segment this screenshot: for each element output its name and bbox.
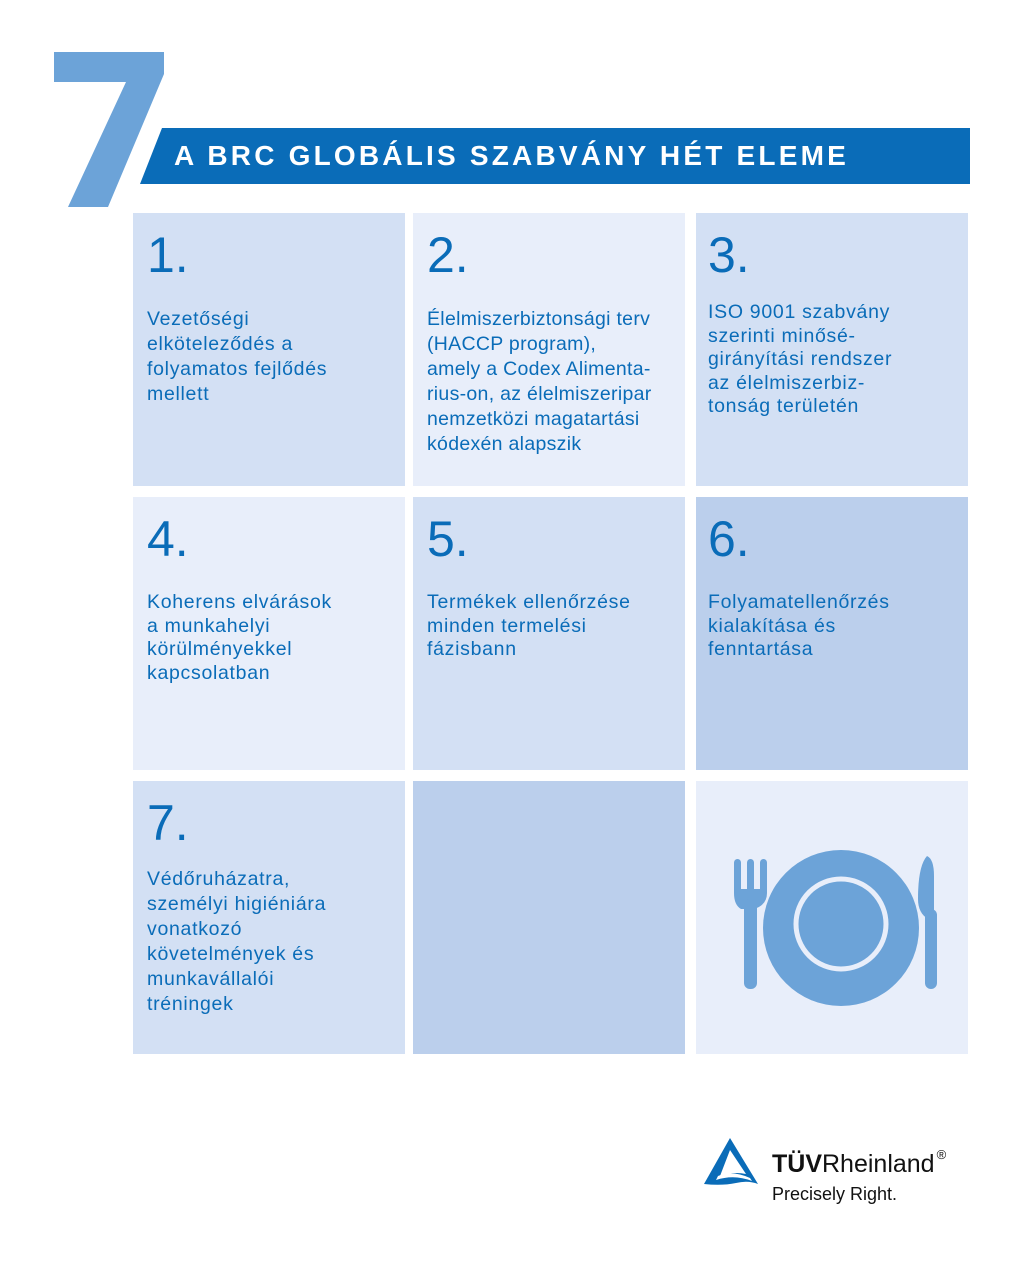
line: Koherens elvárások xyxy=(147,591,332,613)
element-tile-5 xyxy=(413,497,685,770)
line: az élelmiszerbiz- xyxy=(708,371,866,394)
element-tile-1 xyxy=(133,213,405,486)
line: Védőruházatra, xyxy=(147,868,291,890)
line: szerinti minősé- xyxy=(708,324,856,347)
line: rius-on, az élelmiszeripar xyxy=(427,383,652,405)
page-title: A BRC GLOBÁLIS SZABVÁNY HÉT ELEME xyxy=(174,140,849,171)
line: Folyamatellenőrzés xyxy=(708,591,890,613)
line: fázisbann xyxy=(427,638,517,660)
line: vonatkozó xyxy=(147,918,243,940)
element-tile-4 xyxy=(133,497,405,770)
line: elköteleződés a xyxy=(147,333,294,355)
line: mellett xyxy=(147,383,210,405)
tile-text xyxy=(147,867,391,1017)
plate-fork-knife-icon xyxy=(696,781,968,1054)
element-tile-6 xyxy=(696,497,968,770)
icon-tile xyxy=(696,781,968,1054)
tile-text xyxy=(708,591,954,662)
line: kialakítása és xyxy=(708,614,836,637)
line: körülményekkel xyxy=(147,638,293,660)
tuv-triangle-icon xyxy=(700,1136,760,1188)
line: Termékek ellenőrzése xyxy=(427,591,631,613)
empty-tile xyxy=(413,781,685,1054)
element-tile-2 xyxy=(413,213,685,486)
line: Élelmiszerbiztonsági terv xyxy=(427,308,651,330)
line: (HACCP program), xyxy=(427,333,597,355)
line: tréningek xyxy=(147,993,234,1015)
tile-number: 6. xyxy=(708,511,750,567)
tile-number: 1. xyxy=(147,227,189,283)
tile-number: 7. xyxy=(147,795,189,851)
line: folyamatos fejlődés xyxy=(147,358,328,380)
registered-mark: ® xyxy=(936,1147,947,1162)
element-tile-3 xyxy=(696,213,968,486)
element-tile-7 xyxy=(133,781,405,1054)
line: tonság területén xyxy=(708,395,860,417)
line: girányítási rendszer xyxy=(708,348,893,370)
brand-regular: Rheinland xyxy=(822,1150,935,1178)
title-bar xyxy=(140,128,970,184)
tuv-rheinland-logo xyxy=(700,1136,1000,1216)
line: nemzetközi magatartási xyxy=(427,408,640,430)
tile-text xyxy=(427,307,671,457)
line: kódexén alapszik xyxy=(427,433,582,455)
line: munkavállalói xyxy=(147,968,275,990)
tile-text xyxy=(147,307,391,407)
line: kapcsolatban xyxy=(147,661,271,684)
line: személyi higiéniára xyxy=(147,893,327,915)
tile-number: 4. xyxy=(147,511,189,567)
tile-number: 3. xyxy=(708,227,750,283)
brand-bold: TÜV xyxy=(772,1150,822,1178)
line: minden termelési xyxy=(427,614,587,637)
line: amely a Codex Alimenta- xyxy=(427,358,651,380)
tile-number: 2. xyxy=(427,227,469,283)
line: fenntartása xyxy=(708,638,814,660)
brand-name xyxy=(772,1147,947,1179)
line: a munkahelyi xyxy=(147,614,271,637)
line: követelmények és xyxy=(147,943,315,965)
tile-text xyxy=(708,301,954,419)
tile-text xyxy=(427,591,671,662)
line: ISO 9001 szabvány xyxy=(708,301,891,323)
line: Vezetőségi xyxy=(147,308,250,330)
tile-number: 5. xyxy=(427,511,469,567)
brand-tagline: Precisely Right. xyxy=(772,1184,898,1204)
tile-text xyxy=(147,591,391,685)
